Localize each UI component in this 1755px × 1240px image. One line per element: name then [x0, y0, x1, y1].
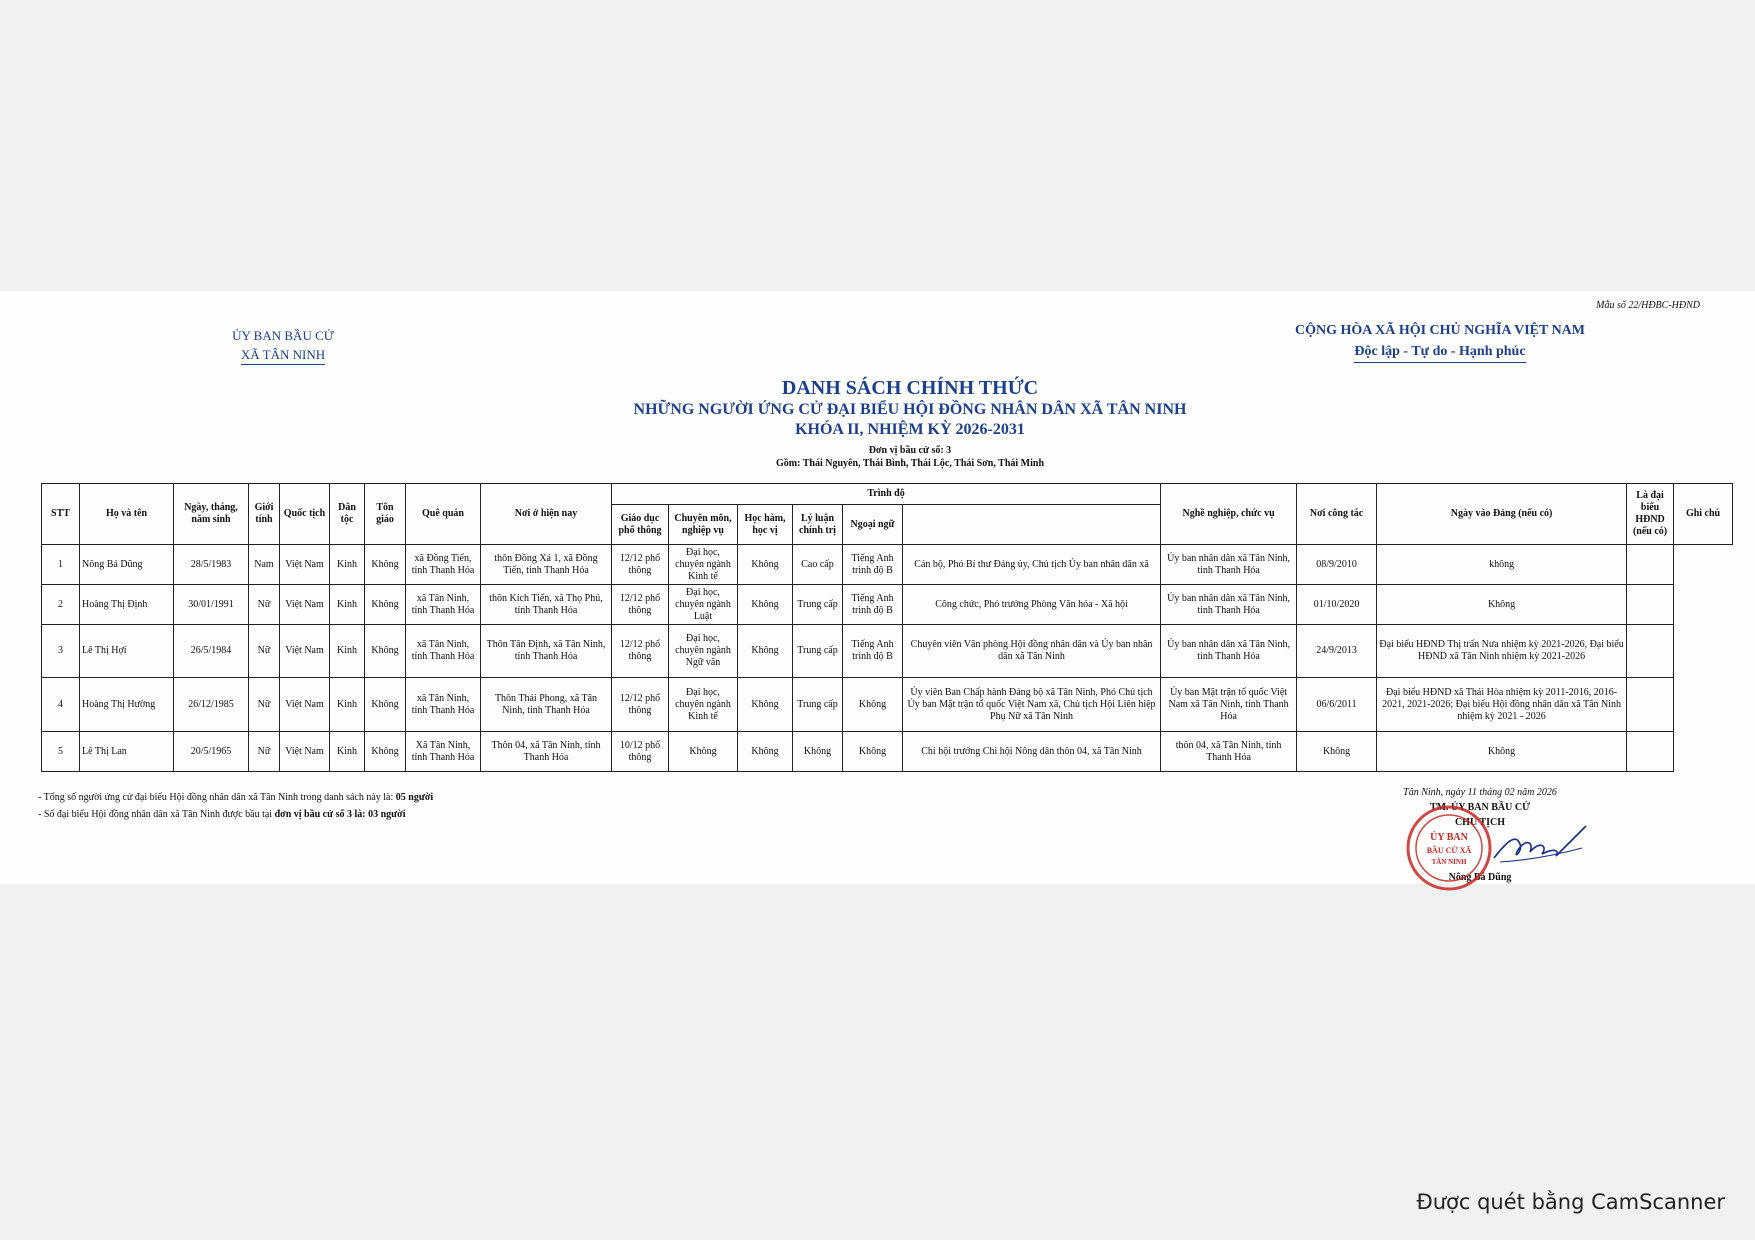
cell-ethnicity: Kinh [330, 732, 365, 772]
cell-note [1627, 585, 1674, 625]
cell-political: Trung cấp [793, 678, 843, 732]
cell-professional: Đại học, chuyên ngành Kinh tế [669, 545, 738, 585]
cell-language: Không [843, 732, 903, 772]
cell-gender: Nữ [249, 625, 280, 678]
header-hometown: Quê quán [406, 484, 481, 545]
cell-nationality: Việt Nam [280, 585, 330, 625]
cell-gender: Nam [249, 545, 280, 585]
cell-dob: 26/12/1985 [174, 678, 249, 732]
cell-nationality: Việt Nam [280, 625, 330, 678]
header-general-edu: Giáo dục phổ thông [612, 505, 669, 545]
cell-dob: 28/5/1983 [174, 545, 249, 585]
national-motto: Độc lập - Tự do - Hạnh phúc [1354, 341, 1525, 363]
cell-general-edu: 12/12 phổ thông [612, 678, 669, 732]
cell-gender: Nữ [249, 678, 280, 732]
table-row [42, 585, 1733, 625]
summary-notes [38, 789, 738, 823]
header-political: Lý luận chính trị [793, 505, 843, 545]
cell-nationality: Việt Nam [280, 732, 330, 772]
cell-residence: Thôn Thái Phong, xã Tân Ninh, tỉnh Thanh Hóa [481, 678, 612, 732]
sign-role-1: TM. ỦY BAN BẦU CỬ [1429, 802, 1531, 813]
cell-occupation: Chuyên viên Văn phòng Hội đồng nhân dân và Ủy ban nhân dân xã Tân Ninh [903, 625, 1161, 678]
issuing-authority [178, 326, 388, 365]
cell-delegate: Không [1377, 585, 1627, 625]
header-residence: Nơi ở hiện nay [481, 484, 612, 545]
cell-delegate: không [1377, 545, 1627, 585]
document-term: KHÓA II, NHIỆM KỲ 2026-2031 [795, 421, 1025, 438]
scanner-watermark: Được quét bằng CamScanner [1416, 1190, 1725, 1214]
cell-note [1627, 545, 1674, 585]
cell-party-date: 08/9/2010 [1297, 545, 1377, 585]
cell-name: Hoàng Thị Định [80, 585, 174, 625]
form-number: Mẫu số 22/HĐBC-HĐND [1596, 300, 1700, 311]
cell-religion: Không [365, 732, 406, 772]
cell-ethnicity: Kinh [330, 678, 365, 732]
cell-religion: Không [365, 625, 406, 678]
cell-general-edu: 12/12 phổ thông [612, 625, 669, 678]
cell-note [1627, 732, 1674, 772]
cell-hometown: xã Tân Ninh, tỉnh Thanh Hóa [406, 625, 481, 678]
signer-name: Nông Bá Dũng [1448, 872, 1512, 883]
cell-stt: 4 [42, 678, 80, 732]
cell-stt: 1 [42, 545, 80, 585]
header-stt: STT [42, 484, 80, 545]
header-workplace: Nơi công tác [1297, 484, 1377, 545]
cell-residence: Thôn 04, xã Tân Ninh, tỉnh Thanh Hóa [481, 732, 612, 772]
handwritten-signature-icon [1490, 820, 1590, 870]
seal-text-2: BẦU CỬ XÃ [1426, 846, 1472, 855]
document-title: DANH SÁCH CHÍNH THỨC [781, 377, 1039, 399]
document-subtitle: NHỮNG NGƯỜI ỨNG CỬ ĐẠI BIỂU HỘI ĐỒNG NHÂN DÂN XÃ TÂN NINH [633, 401, 1187, 418]
cell-ethnicity: Kinh [330, 625, 365, 678]
cell-religion: Không [365, 678, 406, 732]
election-unit: Đơn vị bầu cử số: 3 [868, 445, 952, 456]
seal-text-3: TÂN NINH [1431, 858, 1467, 866]
note-2-value: đơn vị bầu cử số 3 là: 03 người [274, 809, 406, 820]
header-delegate: Là đại biểu HĐND (nếu có) [1627, 484, 1674, 545]
cell-dob: 26/5/1984 [174, 625, 249, 678]
cell-gender: Nữ [249, 585, 280, 625]
cell-ethnicity: Kinh [330, 585, 365, 625]
header-occupation: Nghề nghiệp, chức vụ [1161, 484, 1297, 545]
cell-party-date: 24/9/2013 [1297, 625, 1377, 678]
note-2-text: - Số đại biểu Hội đồng nhân dân xã Tân Ninh được bầu tại [38, 809, 275, 820]
cell-occupation: Ủy viên Ban Chấp hành Đảng bộ xã Tân Ninh, Phó Chủ tịch Ủy ban Mặt trận tổ quốc Việt Nam xã, Chủ tịch Hội Liên hiệp Phụ Nữ xã Tân Ninh [903, 678, 1161, 732]
table-row [42, 545, 1733, 585]
cell-party-date: 06/6/2011 [1297, 678, 1377, 732]
header-ethnicity: Dân tộc [330, 484, 365, 545]
cell-hometown: xã Tân Ninh, tỉnh Thanh Hóa [406, 585, 481, 625]
cell-political: Cao cấp [793, 545, 843, 585]
cell-language: Tiếng Anh trình độ B [843, 585, 903, 625]
cell-professional: Đại học, chuyên ngành Kinh tế [669, 678, 738, 732]
note-total-candidates [38, 789, 738, 806]
cell-stt: 5 [42, 732, 80, 772]
candidate-table [41, 483, 1733, 772]
cell-dob: 20/5/1965 [174, 732, 249, 772]
cell-ethnicity: Kinh [330, 545, 365, 585]
document-title-block [470, 377, 1350, 470]
cell-residence: thôn Đồng Xá 1, xã Đồng Tiến, tỉnh Thanh Hóa [481, 545, 612, 585]
cell-language: Không [843, 678, 903, 732]
cell-stt: 2 [42, 585, 80, 625]
cell-workplace: thôn 04, xã Tân Ninh, tỉnh Thanh Hóa [1161, 732, 1297, 772]
header-education-group: Trình độ [612, 484, 1161, 505]
note-1-text: - Tổng số người ứng cử đại biểu Hội đồng nhân dân xã Tân Ninh trong danh sách này là: [38, 792, 396, 803]
cell-party-date: Không [1297, 732, 1377, 772]
cell-name: Nông Bá Dũng [80, 545, 174, 585]
cell-name: Lê Thị Hợi [80, 625, 174, 678]
cell-political: Trung cấp [793, 625, 843, 678]
authority-line-1: ỦY BAN BẦU CỬ [232, 328, 334, 343]
seal-text-1: ỦY BAN [1430, 832, 1468, 843]
cell-nationality: Việt Nam [280, 678, 330, 732]
cell-nationality: Việt Nam [280, 545, 330, 585]
cell-occupation: Cán bộ, Phó Bí thư Đảng ủy, Chủ tịch Ủy ban nhân dân xã [903, 545, 1161, 585]
cell-workplace: Ủy ban nhân dân xã Tân Ninh, tỉnh Thanh Hóa [1161, 585, 1297, 625]
cell-occupation: Công chức, Phó trưởng Phòng Văn hóa - Xã hội [903, 585, 1161, 625]
cell-party-date: 01/10/2020 [1297, 585, 1377, 625]
header-nationality: Quốc tịch [280, 484, 330, 545]
header-degree: Học hàm, học vị [738, 505, 793, 545]
cell-degree: Không [738, 732, 793, 772]
cell-hometown: xã Đồng Tiến, tỉnh Thanh Hóa [406, 545, 481, 585]
cell-delegate: Đại biểu HĐND xã Thái Hòa nhiệm kỳ 2011-2016, 2016-2021, 2021-2026; Đại biểu Hội đồng nhân dân xã Tân Ninh nhiệm kỳ 2021 - 2026 [1377, 678, 1627, 732]
cell-general-edu: 12/12 phổ thông [612, 585, 669, 625]
election-unit-includes: Gồm: Thái Nguyên, Thái Bình, Thái Lộc, Thái Sơn, Thái Minh [775, 458, 1045, 469]
cell-occupation: Chi hội trưởng Chi hội Nông dân thôn 04, xã Tân Ninh [903, 732, 1161, 772]
header-religion: Tôn giáo [365, 484, 406, 545]
national-header [1230, 320, 1650, 363]
cell-workplace: Ủy ban nhân dân xã Tân Ninh, tỉnh Thanh Hóa [1161, 625, 1297, 678]
national-title: CỘNG HÒA XÃ HỘI CHỦ NGHĨA VIỆT NAM [1294, 323, 1585, 338]
cell-general-edu: 10/12 phổ thông [612, 732, 669, 772]
table-row [42, 732, 1733, 772]
cell-name: Hoàng Thị Hường [80, 678, 174, 732]
cell-general-edu: 12/12 phổ thông [612, 545, 669, 585]
cell-professional: Không [669, 732, 738, 772]
cell-workplace: Ủy ban Mặt trận tổ quốc Việt Nam xã Tân Ninh, tỉnh Thanh Hóa [1161, 678, 1297, 732]
cell-hometown: Xã Tân Ninh, tỉnh Thanh Hóa [406, 732, 481, 772]
header-gender: Giới tính [249, 484, 280, 545]
cell-stt: 3 [42, 625, 80, 678]
note-elected-count [38, 806, 738, 823]
cell-degree: Không [738, 545, 793, 585]
cell-degree: Không [738, 625, 793, 678]
sign-role-2: CHỦ TỊCH [1454, 817, 1506, 828]
official-seal-icon [1405, 804, 1493, 892]
header-party-date: Ngày vào Đảng (nếu có) [1377, 484, 1627, 545]
cell-name: Lê Thị Lan [80, 732, 174, 772]
cell-hometown: xã Tân Ninh, tỉnh Thanh Hóa [406, 678, 481, 732]
cell-political: Không [793, 732, 843, 772]
cell-delegate: Đại biểu HĐND Thị trấn Nưa nhiệm kỳ 2021-2026, Đại biểu HĐND xã Tân Ninh nhiệm kỳ 2021-2026 [1377, 625, 1627, 678]
cell-gender: Nữ [249, 732, 280, 772]
cell-language: Tiếng Anh trình độ B [843, 625, 903, 678]
table-row [42, 625, 1733, 678]
cell-religion: Không [365, 585, 406, 625]
table-row [42, 678, 1733, 732]
cell-delegate: Không [1377, 732, 1627, 772]
header-note: Ghi chú [1674, 484, 1733, 545]
cell-residence: thôn Kích Tiến, xã Thọ Phú, tỉnh Thanh Hóa [481, 585, 612, 625]
cell-language: Tiếng Anh trình độ B [843, 545, 903, 585]
header-name: Họ và tên [80, 484, 174, 545]
header-professional: Chuyên môn, nghiệp vụ [669, 505, 738, 545]
cell-workplace: Ủy ban nhân dân xã Tân Ninh, tỉnh Thanh Hóa [1161, 545, 1297, 585]
cell-note [1627, 678, 1674, 732]
cell-degree: Không [738, 678, 793, 732]
cell-residence: Thôn Tân Định, xã Tân Ninh, tỉnh Thanh Hóa [481, 625, 612, 678]
header-dob: Ngày, tháng, năm sinh [174, 484, 249, 545]
cell-note [1627, 625, 1674, 678]
cell-degree: Không [738, 585, 793, 625]
cell-professional: Đại học, chuyên ngành Ngữ văn [669, 625, 738, 678]
note-1-value: 05 người [395, 792, 434, 803]
cell-professional: Đại học, chuyên ngành Luật [669, 585, 738, 625]
sign-date: Tân Ninh, ngày 11 tháng 02 năm 2026 [1403, 787, 1557, 798]
cell-political: Trung cấp [793, 585, 843, 625]
header-language: Ngoại ngữ [843, 505, 903, 545]
cell-religion: Không [365, 545, 406, 585]
cell-dob: 30/01/1991 [174, 585, 249, 625]
authority-line-2: XÃ TÂN NINH [241, 345, 325, 365]
